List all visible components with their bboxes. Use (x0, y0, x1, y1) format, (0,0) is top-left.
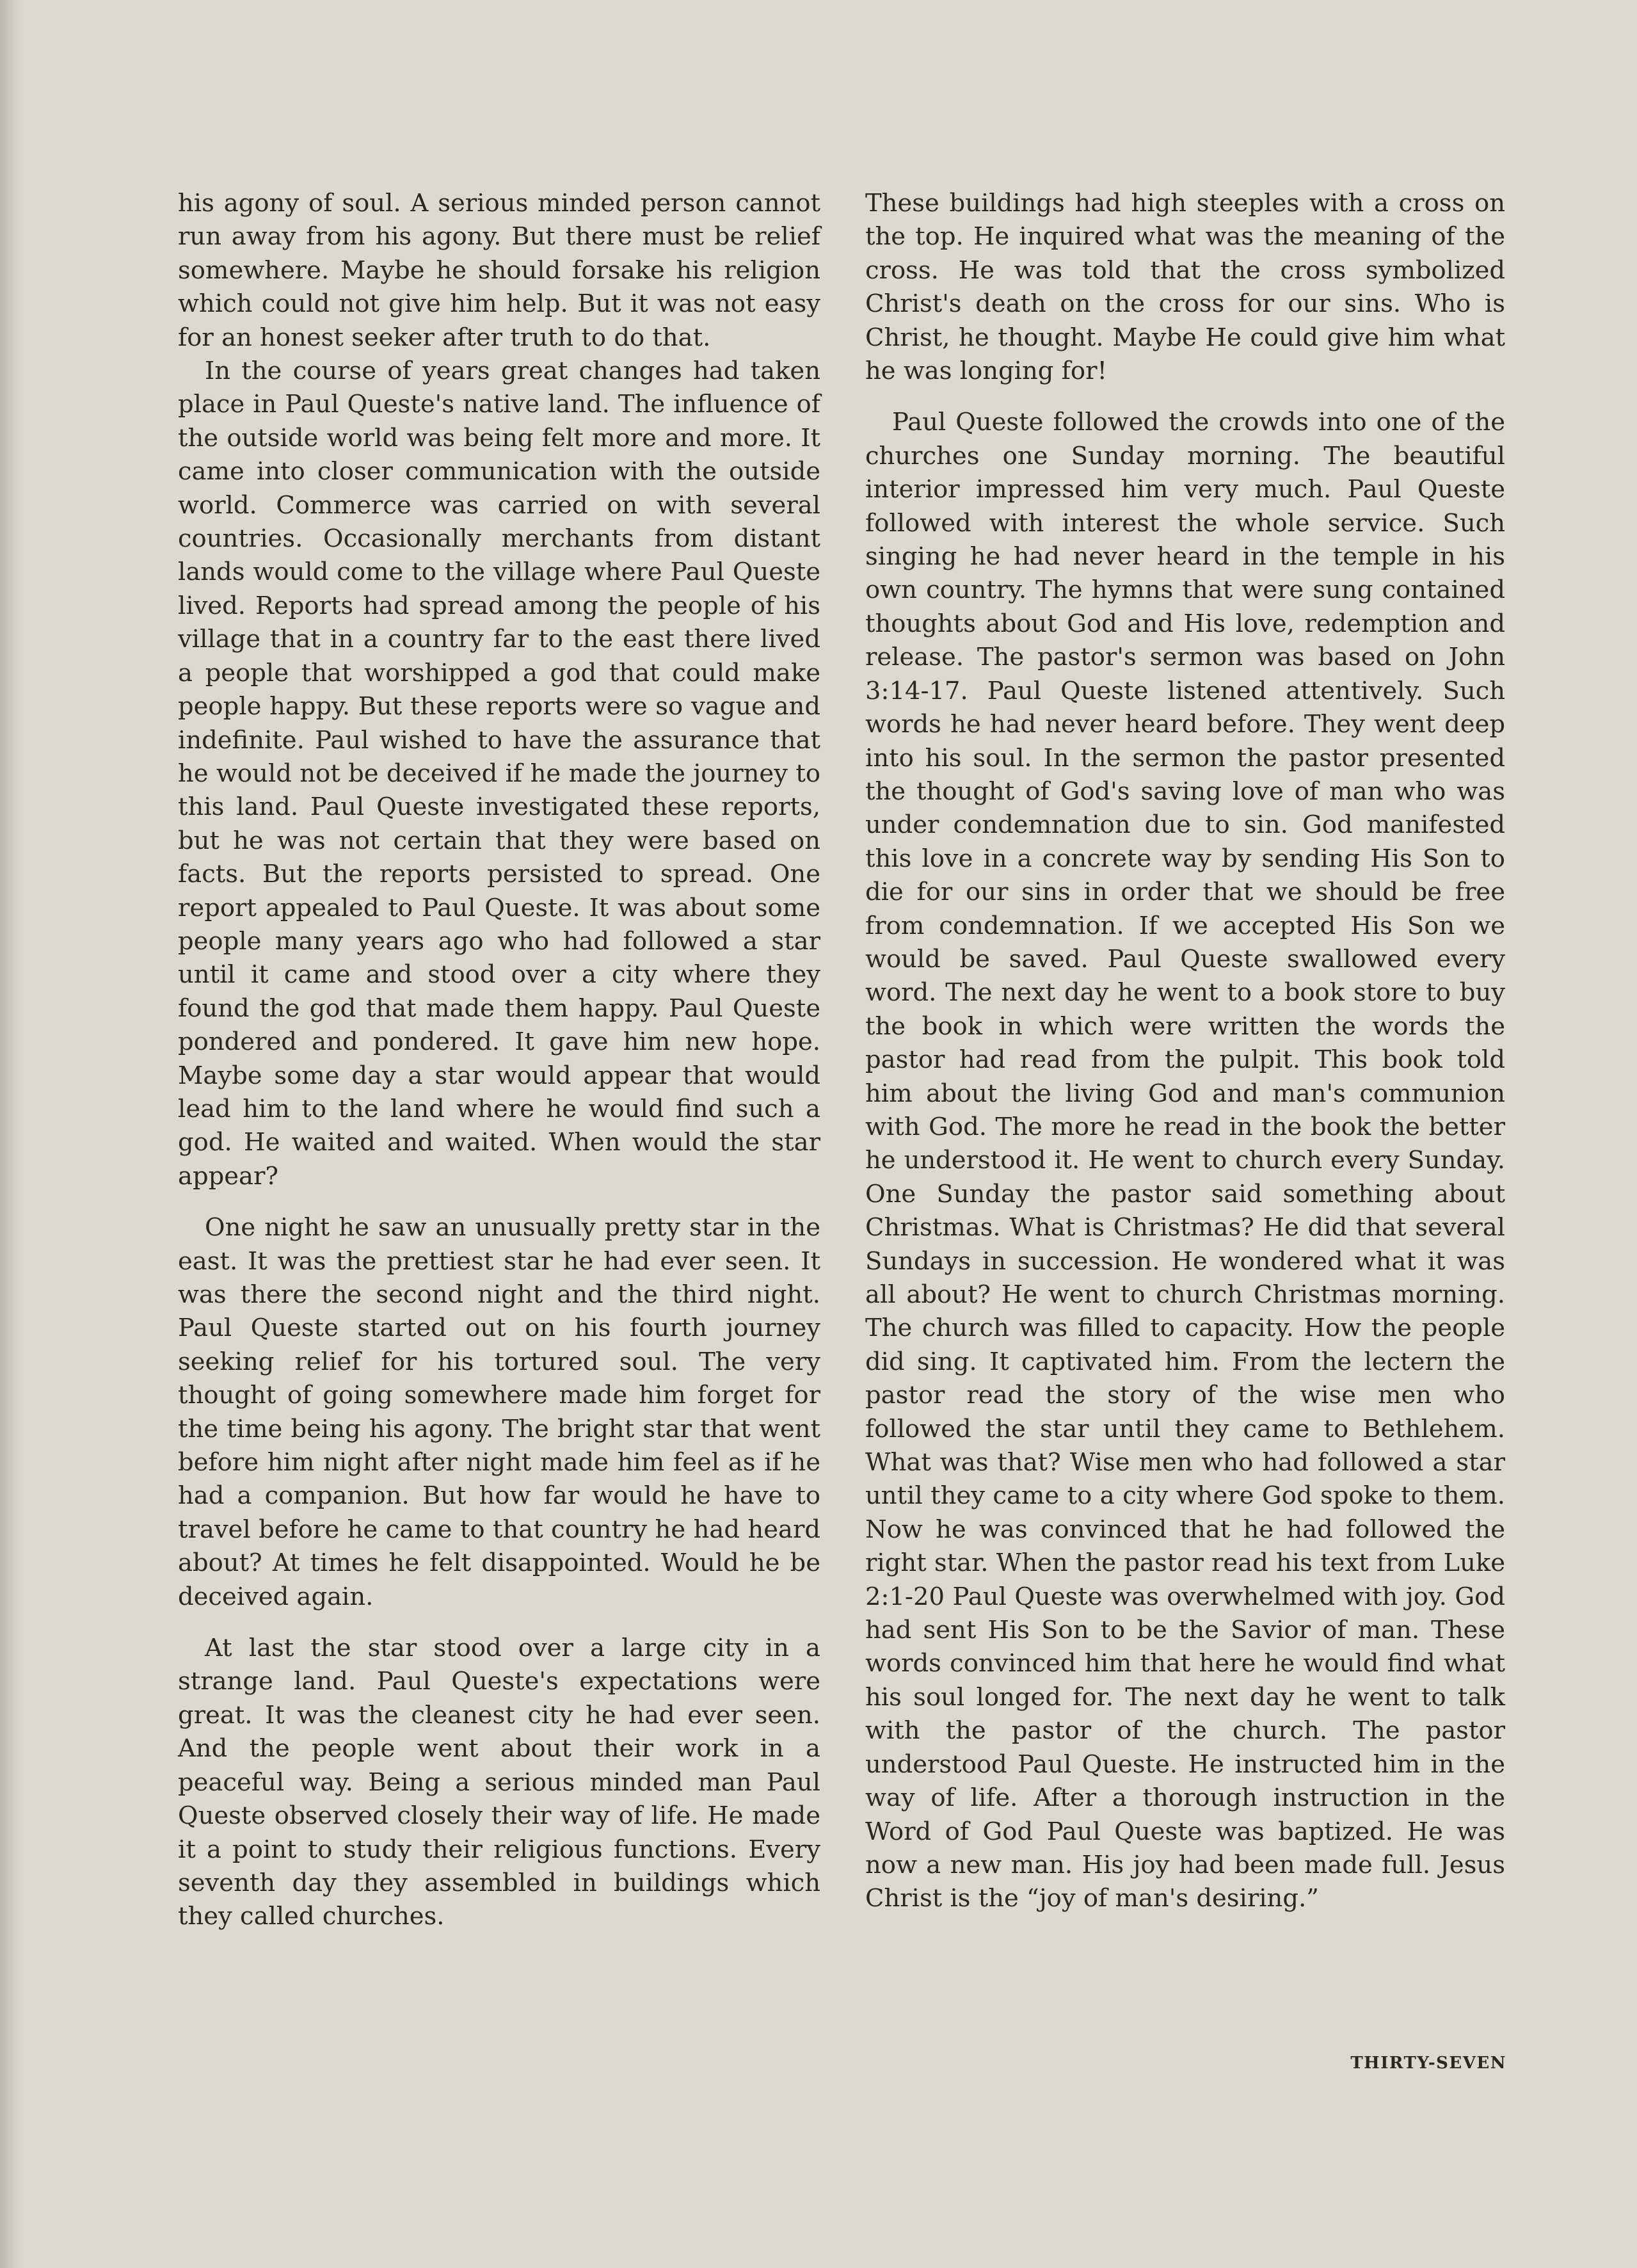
left-paragraph-2: In the course of years great changes had taken place in Paul Queste's native land. The influence of the outside world was being felt more and more. It came into closer communication with the outside world. Commerce was carried on with several countries. Occasionally merchants from distant lands would come to the village where Paul Queste lived. Reports had spread among the people of his village that in a country far to the east there lived a people that worshipped a god that could make people happy. But these reports were so vague and indefinite. Paul wished to have the assurance that he would not be deceived if he made the journey to this land. Paul Queste investigated these reports, but he was not certain that they were based on facts. But the reports persisted to spread. One report appealed to Paul Queste. It was about some people many years ago who had followed a star until it came and stood over a city where they found the god that made them happy. Paul Queste pondered and pondered. It gave him new hope. Maybe some day a star would appear that would lead him to the land where he would find such a god. He waited and waited. When would the star appear? (178, 357, 820, 1191)
right-text-column (865, 187, 1505, 1916)
left-paragraph-3: One night he saw an unusually pretty star in the east. It was the prettiest star he had ever seen. It was there the second night and the third night. Paul Queste started out on his fourth journey seeking relief for his tortured soul. The very thought of going somewhere made him forget for the time being his agony. The bright star that went before him night after night made him feel as if he had a companion. But how far would he have to travel before he came to that country he had heard about? At times he felt disappointed. Would he be deceived again. (178, 1213, 820, 1611)
left-text-column (178, 187, 820, 1934)
right-paragraph-2: Paul Queste followed the crowds into one of the churches one Sunday morning. The beautiful interior impressed him very much. Paul Queste followed with interest the whole service. Such singing he had never heard in the temple in his own country. The hymns that were sung contained thoughts about God and His love, redemption and release. The pastor's sermon was based on John 3:14-17. Paul Queste listened attentively. Such words he had never heard before. They went deep into his soul. In the sermon the pastor presented the thought of God's saving love of man who was under condemnation due to sin. God manifested this love in a concrete way by sending His Son to die for our sins in order that we should be free from condemnation. If we accepted His Son we would be saved. Paul Queste swallowed every word. The next day he went to a book store to buy the book in which were written the words the pastor had read from the pulpit. This book told him about the living God and man's communion with God. The more he read in the book the better he understood it. He went to church every Sunday. One Sunday the pastor said something about Christmas. What is Christmas? He did that several Sundays in succession. He wondered what it was all about? He went to church Christmas morning. The church was filled to capacity. How the people did sing. It captivated him. From the lectern the pastor read the story of the wise men who followed the star until they came to Bethlehem. What was that? Wise men who had followed a star until they came to a city where God spoke to them. Now he was convinced that he had followed the right star. When the pastor read his text from Luke 2:1-20 Paul Queste was overwhelmed with joy. God had sent His Son to be the Savior of man. These words convinced him that here he would find what his soul longed for. The next day he went to talk with the pastor of the church. The pastor understood Paul Queste. He instructed him in the way of life. After a thorough instruction in the Word of God Paul Queste was baptized. He was now a new man. His joy had been made full. Jesus Christ is the “joy of man's desiring.” (865, 408, 1505, 1913)
page-binding-edge (0, 0, 26, 2268)
left-paragraph-1: his agony of soul. A serious minded person cannot run away from his agony. But there must be relief somewhere. Maybe he should forsake his religion which could not give him help. But it was not easy for an honest seeker after truth to do that. (178, 189, 820, 352)
page-number: THIRTY-SEVEN (1350, 2054, 1506, 2073)
left-paragraph-4: At last the star stood over a large city in a strange land. Paul Queste's expectations were great. It was the cleanest city he had ever seen. And the people went about their work in a peaceful way. Being a serious minded man Paul Queste observed closely their way of life. He made it a point to study their religious functions. Every seventh day they assembled in buildings which they called churches. (178, 1634, 820, 1931)
right-paragraph-1: These buildings had high steeples with a cross on the top. He inquired what was the meaning of the cross. He was told that the cross symbolized Christ's death on the cross for our sins. Who is Christ, he thought. Maybe He could give him what he was longing for! (865, 189, 1505, 386)
